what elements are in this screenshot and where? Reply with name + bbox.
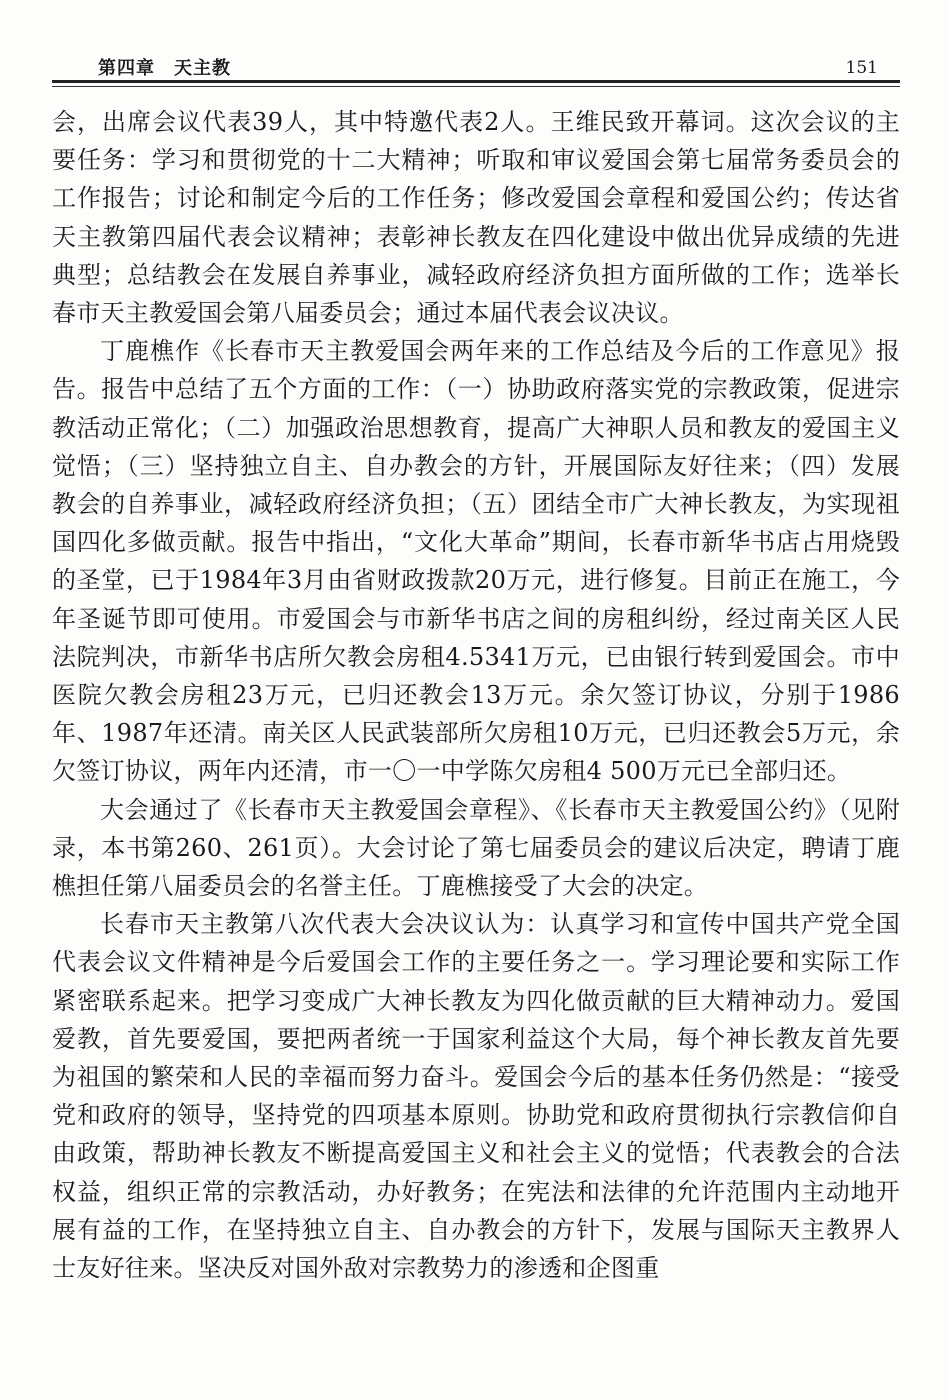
page-number: 151 bbox=[845, 58, 878, 78]
paragraph: 长春市天主教第八次代表大会决议认为：认真学习和宣传中国共产党全国代表会议文件精神是今后爱国会工作的主要任务之一。学习理论要和实际工作紧密联系起来。把学习变成广大神长教友为四化做贡献的巨大精神动力。爱国爱教，首先要爱国，要把两者统一于国家利益这个大局，每个神长教友首先要为祖国的繁荣和人民的幸福而努力奋斗。爱国会今后的基本任务仍然是：“接受党和政府的领导，坚持党的四项基本原则。协助党和政府贯彻执行宗教信仰自由政策，帮助神长教友不断提高爱国主义和社会主义的觉悟；代表教会的合法权益，组织正常的宗教活动，办好教务；在宪法和法律的允许范围内主动地开展有益的工作，在坚持独立自主、自办教会的方针下，发展与国际天主教界人士友好往来。坚决反对国外敌对宗教势力的渗透和企图重 bbox=[52, 910, 900, 1283]
header-rule-thin bbox=[52, 86, 900, 87]
body-text bbox=[52, 103, 900, 1287]
paragraph: 丁鹿樵作《长春市天主教爱国会两年来的工作总结及今后的工作意见》报告。报告中总结了五个方面的工作：（一）协助政府落实党的宗教政策，促进宗教活动正常化；（二）加强政治思想教育，提高广大神职人员和教友的爱国主义觉悟；（三）坚持独立自主、自办教会的方针，开展国际友好往来；（四）发展教会的自养事业，减轻政府经济负担；（五）团结全市广大神长教友，为实现祖国四化多做贡献。报告中指出，“文化大革命”期间，长春市新华书店占用烧毁的圣堂，已于1984年3月由省财政拨款20万元，进行修复。目前正在施工，今年圣诞节即可使用。市爱国会与市新华书店之间的房租纠纷，经过南关区人民法院判决，市新华书店所欠教会房租4.5341万元，已由银行转到爱国会。市中医院欠教会房租23万元，已归还教会13万元。余欠签订协议，分别于1986年、1987年还清。南关区人民武装部所欠房租10万元，已归还教会5万元，余欠签订协议，两年内还清，市一〇一中学陈欠房租4 500万元已全部归还。 bbox=[52, 337, 900, 786]
header-rule-thick bbox=[52, 80, 900, 83]
paragraph: 大会通过了《长春市天主教爱国会章程》、《长春市天主教爱国公约》（见附录，本书第260、261页）。大会讨论了第七届委员会的建议后决定，聘请丁鹿樵担任第八届委员会的名誉主任。丁鹿樵接受了大会的决定。 bbox=[52, 795, 900, 901]
chapter-title: 第四章 天主教 bbox=[98, 58, 231, 79]
paragraph-continued: 会，出席会议代表39人，其中特邀代表2人。王维民致开幕词。这次会议的主要任务：学习和贯彻党的十二大精神；听取和审议爱国会第七届常务委员会的工作报告；讨论和制定今后的工作任务；修改爱国会章程和爱国公约；传达省天主教第四届代表会议精神；表彰神长教友在四化建设中做出优异成绩的先进典型；总结教会在发展自养事业，减轻政府经济负担方面所做的工作；选举长春市天主教爱国会第八届委员会；通过本届代表会议决议。 bbox=[52, 108, 900, 328]
